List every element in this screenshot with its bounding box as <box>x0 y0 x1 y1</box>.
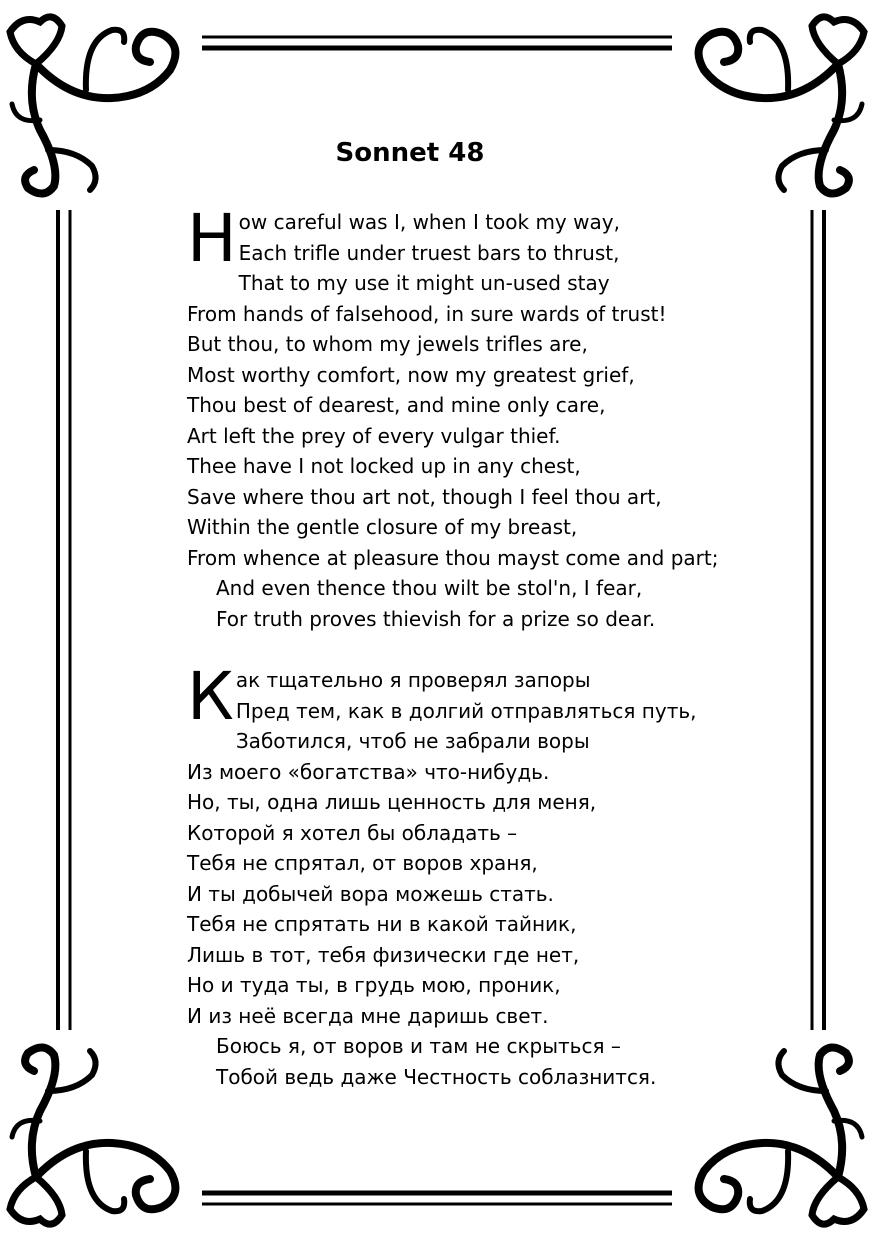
russian-line: Но и туда ты, в грудь мою, проник, <box>187 973 561 997</box>
russian-line: ак тщательно я проверял запоры <box>235 668 591 692</box>
english-line: But thou, to whom my jewels trifles are, <box>187 332 588 356</box>
left-border-rule <box>58 210 70 1030</box>
russian-line: Заботился, чтоб не забрали воры <box>235 729 590 753</box>
corner-ornament-bottom-left <box>10 1047 175 1224</box>
russian-line: Тебя не спрятать ни в какой тайник, <box>187 912 577 936</box>
russian-line: И из неё всегда мне даришь свет. <box>187 1003 549 1028</box>
english-line: That to my use it might un-used stay <box>238 271 610 295</box>
bottom-border-rule <box>202 1193 672 1204</box>
english-drop-cap: H <box>187 200 237 277</box>
english-line: Each trifle under truest bars to thrust, <box>238 240 620 265</box>
english-line: Thou best of dearest, and mine only care, <box>187 393 606 417</box>
russian-line: Но, ты, одна лишь ценность для меня, <box>187 790 597 814</box>
english-line: Most worthy comfort, now my greatest grief, <box>187 362 635 387</box>
english-line: From whence at pleasure thou mayst come and part; <box>187 545 719 570</box>
poem-title: Sonnet 48 <box>335 138 485 168</box>
russian-drop-cap: К <box>187 658 234 735</box>
english-line: From hands of falsehood, in sure wards of trust! <box>187 301 667 326</box>
english-line: Thee have I not locked up in any chest, <box>187 454 581 478</box>
russian-line: И ты добычей вора можешь стать. <box>187 881 554 906</box>
russian-line: Тебя не спрятал, от воров храня, <box>187 851 538 875</box>
english-stanza <box>187 200 767 634</box>
english-line: Within the gentle closure of my breast, <box>187 515 578 539</box>
russian-stanza <box>187 658 767 1092</box>
top-border-rule <box>202 37 672 48</box>
english-line: ow careful was I, when I took my way, <box>238 210 620 234</box>
english-line: Save where thou art not, though I feel thou art, <box>187 484 662 509</box>
russian-line: Которой я хотел бы обладать – <box>187 820 518 845</box>
russian-line: Боюсь я, от воров и там не скрыться – <box>216 1034 621 1058</box>
english-line: And even thence thou wilt be stol'n, I fear, <box>216 576 643 600</box>
russian-line: Тобой ведь даже Честность соблазнится. <box>216 1064 657 1089</box>
right-border-rule <box>812 210 824 1030</box>
english-line: For truth proves thievish for a prize so dear. <box>216 606 656 631</box>
russian-line: Пред тем, как в долгий отправляться путь, <box>235 698 697 723</box>
russian-line: Лишь в тот, тебя физически где нет, <box>187 942 580 967</box>
english-line: Art left the prey of every vulgar thief. <box>187 423 561 448</box>
russian-line: Из моего «богатства» что-нибудь. <box>187 759 550 784</box>
